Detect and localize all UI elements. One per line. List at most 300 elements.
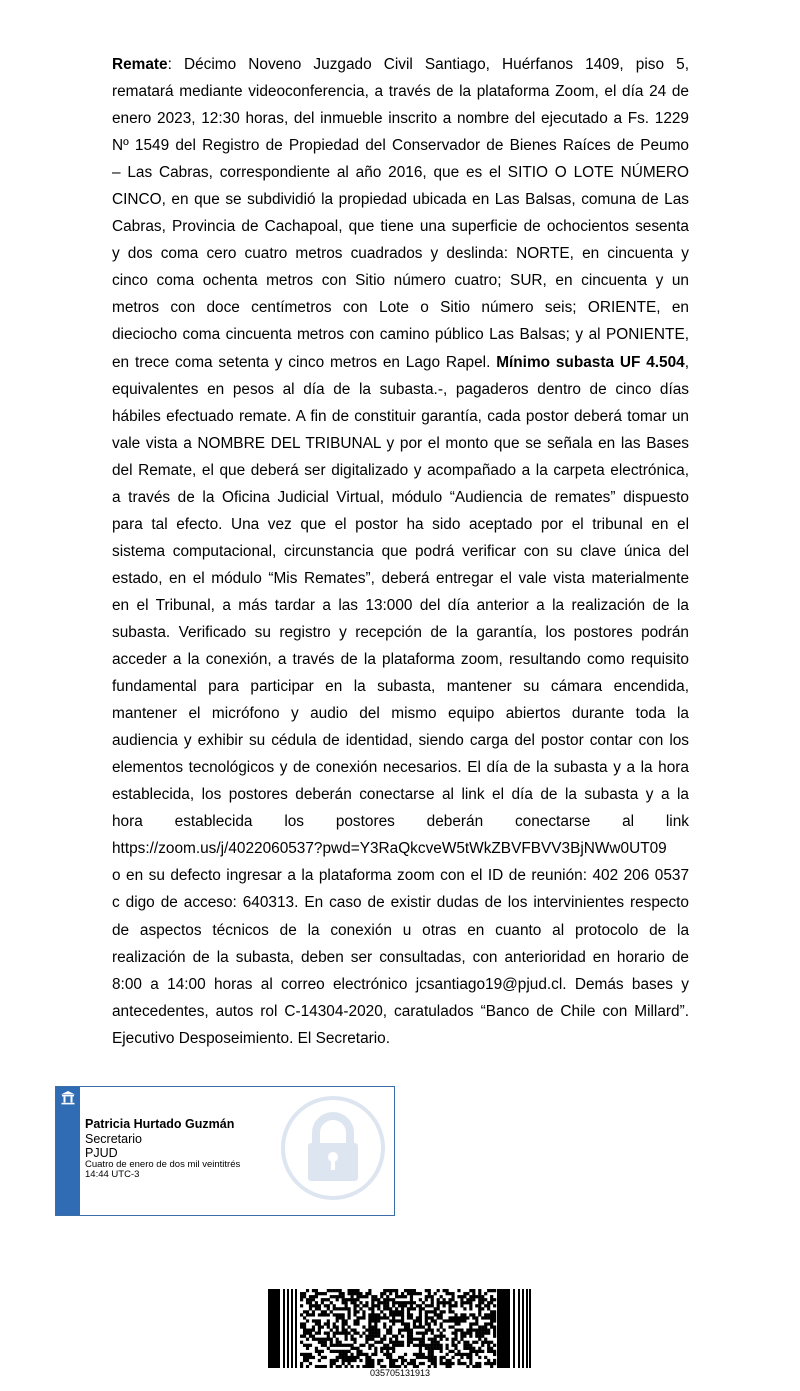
barcode-module: [359, 1344, 362, 1347]
barcode-module: [392, 1322, 395, 1325]
barcode-module: [446, 1292, 449, 1295]
barcode-module: [339, 1353, 342, 1356]
barcode-module: [359, 1295, 362, 1298]
barcode-module: [463, 1313, 466, 1316]
barcode-module: [345, 1322, 348, 1325]
barcode-module: [431, 1295, 434, 1298]
barcode-module: [460, 1295, 463, 1298]
barcode-module: [380, 1341, 383, 1344]
barcode-module: [359, 1335, 362, 1338]
barcode-module: [448, 1359, 451, 1362]
barcode-module: [300, 1322, 303, 1325]
barcode-module: [383, 1338, 386, 1341]
barcode-module: [448, 1307, 451, 1310]
barcode-module: [413, 1362, 416, 1365]
barcode-module: [356, 1304, 359, 1307]
text-line: [112, 646, 689, 673]
barcode-module: [318, 1341, 321, 1344]
barcode-module: [463, 1353, 466, 1356]
text-line: [112, 889, 689, 916]
barcode-module: [336, 1329, 339, 1332]
barcode-module: [425, 1329, 428, 1332]
barcode-module: [348, 1298, 351, 1301]
barcode-module: [353, 1341, 356, 1344]
barcode-module: [448, 1350, 451, 1353]
barcode-module: [419, 1341, 422, 1344]
barcode-module: [490, 1325, 493, 1328]
barcode-module: [368, 1335, 371, 1338]
barcode-module: [377, 1332, 380, 1335]
barcode-module: [401, 1359, 404, 1362]
barcode-module: [353, 1319, 356, 1322]
barcode-module: [377, 1307, 380, 1310]
barcode-module: [457, 1353, 460, 1356]
barcode-module: [353, 1338, 356, 1341]
barcode-module: [407, 1307, 410, 1310]
text-line: [112, 727, 689, 754]
text-line: [112, 592, 689, 619]
barcode-module: [448, 1325, 451, 1328]
barcode-module: [472, 1322, 475, 1325]
barcode-module: [371, 1362, 374, 1365]
barcode-module: [389, 1329, 392, 1332]
text-run: mantener el micrófono y audio del mismo equipo abiertos durante toda la: [112, 705, 689, 723]
barcode-module: [353, 1322, 356, 1325]
barcode-module: [315, 1332, 318, 1335]
barcode-module: [312, 1319, 315, 1322]
barcode-module: [425, 1347, 428, 1350]
barcode-module: [327, 1298, 330, 1301]
barcode-module: [333, 1350, 336, 1353]
barcode-module: [362, 1310, 365, 1313]
barcode-module: [318, 1322, 321, 1325]
text-run: subasta. Verificado su registro y recepción de la garantía, los postores podrán: [112, 623, 689, 641]
barcode-module: [380, 1310, 383, 1313]
barcode-module: [336, 1350, 339, 1353]
barcode-module: [359, 1353, 362, 1356]
barcode-module: [315, 1301, 318, 1304]
barcode-module: [493, 1316, 496, 1319]
barcode-module: [309, 1332, 312, 1335]
barcode-module: [303, 1356, 306, 1359]
barcode-module: [345, 1307, 348, 1310]
barcode-module: [484, 1322, 487, 1325]
barcode-module: [389, 1347, 392, 1350]
barcode-module: [478, 1295, 481, 1298]
barcode-module: [431, 1347, 434, 1350]
text-line: [112, 186, 689, 213]
text-run: Cabras, Provincia de Cachapoal, que tiene una superficie de ochocientos sesenta: [112, 218, 689, 236]
barcode-module: [383, 1344, 386, 1347]
text-run: estado, en el módulo “Mis Remates”, deberá entregar el vale vista materialmente: [112, 569, 689, 587]
barcode-module: [410, 1332, 413, 1335]
barcode-module: [315, 1304, 318, 1307]
barcode-module: [407, 1329, 410, 1332]
barcode-module: [472, 1316, 475, 1319]
barcode-module: [487, 1289, 490, 1292]
barcode-module: [454, 1332, 457, 1335]
text-line: [112, 511, 689, 538]
barcode-module: [318, 1353, 321, 1356]
barcode-module: [306, 1344, 309, 1347]
barcode-module: [422, 1301, 425, 1304]
barcode-module: [401, 1322, 404, 1325]
barcode-module: [350, 1347, 353, 1350]
barcode-module: [362, 1304, 365, 1307]
barcode-module: [368, 1316, 371, 1319]
barcode-module: [389, 1292, 392, 1295]
barcode-module: [407, 1301, 410, 1304]
barcode-module: [345, 1298, 348, 1301]
barcode-module: [380, 1347, 383, 1350]
barcode-module: [475, 1362, 478, 1365]
barcode-module: [404, 1325, 407, 1328]
barcode-module: [487, 1350, 490, 1353]
barcode-module: [342, 1319, 345, 1322]
barcode-module: [365, 1335, 368, 1338]
barcode-module: [413, 1322, 416, 1325]
barcode-module: [457, 1295, 460, 1298]
barcode-module: [324, 1332, 327, 1335]
barcode-module: [368, 1319, 371, 1322]
barcode-module: [413, 1344, 416, 1347]
barcode-module: [345, 1353, 348, 1356]
barcode-module: [446, 1338, 449, 1341]
barcode-module: [303, 1335, 306, 1338]
text-line: [112, 484, 689, 511]
barcode-module: [472, 1298, 475, 1301]
barcode-module: [353, 1298, 356, 1301]
barcode-module: [336, 1289, 339, 1292]
barcode-module: [368, 1289, 371, 1292]
text-run: hábiles efectuado remate. A fin de constituir garantía, cada postor deberá tomar un: [112, 407, 689, 425]
barcode-module: [324, 1292, 327, 1295]
text-line: [112, 51, 689, 78]
barcode-module: [398, 1319, 401, 1322]
barcode-module: [348, 1332, 351, 1335]
barcode-module: [327, 1319, 330, 1322]
barcode-module: [359, 1301, 362, 1304]
barcode-module: [389, 1338, 392, 1341]
barcode-module: [380, 1292, 383, 1295]
text-line: [112, 835, 689, 862]
barcode-module: [303, 1316, 306, 1319]
barcode-module: [451, 1316, 454, 1319]
barcode-module: [475, 1304, 478, 1307]
barcode-module: [422, 1353, 425, 1356]
text-run: audiencia y exhibir su cédula de identidad, siendo carga del postor contar con los: [112, 732, 689, 750]
barcode-module: [395, 1344, 398, 1347]
barcode-module: [425, 1356, 428, 1359]
text-line: [112, 132, 689, 159]
text-line: [112, 971, 689, 998]
barcode-module: [345, 1338, 348, 1341]
barcode-module: [419, 1292, 422, 1295]
barcode-module: [443, 1356, 446, 1359]
barcode-module: [446, 1353, 449, 1356]
barcode-module: [303, 1353, 306, 1356]
barcode-module: [454, 1347, 457, 1350]
barcode-module: [350, 1356, 353, 1359]
barcode-module: [389, 1313, 392, 1316]
barcode-module: [404, 1353, 407, 1356]
barcode-module: [425, 1295, 428, 1298]
barcode-module: [327, 1289, 330, 1292]
barcode-module: [312, 1356, 315, 1359]
barcode-module: [431, 1329, 434, 1332]
barcode-module: [353, 1307, 356, 1310]
barcode-module: [481, 1332, 484, 1335]
barcode-module: [407, 1332, 410, 1335]
barcode-module: [303, 1329, 306, 1332]
barcode-module: [321, 1338, 324, 1341]
barcode-module: [419, 1310, 422, 1313]
barcode-module: [315, 1295, 318, 1298]
barcode-module: [356, 1310, 359, 1313]
barcode-module: [398, 1344, 401, 1347]
barcode-module: [493, 1359, 496, 1362]
barcode-module: [353, 1329, 356, 1332]
barcode-module: [401, 1295, 404, 1298]
barcode-module: [350, 1329, 353, 1332]
barcode-module: [380, 1295, 383, 1298]
barcode-module: [481, 1350, 484, 1353]
barcode-module: [342, 1325, 345, 1328]
barcode-module: [327, 1347, 330, 1350]
barcode-start-bar: [287, 1289, 289, 1368]
barcode-module: [374, 1335, 377, 1338]
barcode-module: [440, 1356, 443, 1359]
barcode-module: [368, 1292, 371, 1295]
barcode-module: [413, 1325, 416, 1328]
barcode-module: [490, 1350, 493, 1353]
barcode-module: [356, 1332, 359, 1335]
barcode-module: [350, 1289, 353, 1292]
barcode-module: [448, 1319, 451, 1322]
barcode-module: [362, 1295, 365, 1298]
barcode-module: [428, 1350, 431, 1353]
barcode-module: [484, 1304, 487, 1307]
barcode-module: [463, 1335, 466, 1338]
text-run: del Remate, el que deberá ser digitalizado y acompañado a la carpeta electrónica,: [112, 461, 689, 479]
barcode-module: [336, 1319, 339, 1322]
barcode-module: [300, 1304, 303, 1307]
signer-name: Patricia Hurtado Guzmán: [85, 1117, 235, 1131]
barcode-module: [368, 1313, 371, 1316]
barcode-module: [327, 1313, 330, 1316]
barcode-module: [300, 1325, 303, 1328]
barcode-module: [413, 1338, 416, 1341]
barcode-module: [356, 1289, 359, 1292]
barcode-module: [342, 1350, 345, 1353]
barcode-module: [484, 1292, 487, 1295]
barcode-module: [309, 1304, 312, 1307]
barcode-module: [359, 1307, 362, 1310]
barcode-start-bar: [283, 1289, 285, 1368]
barcode-module: [416, 1304, 419, 1307]
barcode-module: [440, 1362, 443, 1365]
barcode-module: [371, 1319, 374, 1322]
barcode-module: [306, 1359, 309, 1362]
barcode-module: [431, 1338, 434, 1341]
barcode-module: [339, 1344, 342, 1347]
barcode-module: [404, 1329, 407, 1332]
barcode-module: [463, 1292, 466, 1295]
barcode-module: [463, 1295, 466, 1298]
barcode-module: [460, 1316, 463, 1319]
barcode-module: [333, 1313, 336, 1316]
text-line: [112, 403, 689, 430]
barcode-module: [457, 1359, 460, 1362]
barcode-module: [422, 1335, 425, 1338]
barcode-module: [448, 1316, 451, 1319]
pdf417-barcode: [268, 1289, 532, 1368]
barcode-module: [315, 1347, 318, 1350]
barcode-module: [336, 1307, 339, 1310]
barcode-module: [392, 1313, 395, 1316]
barcode-module: [472, 1350, 475, 1353]
barcode-module: [451, 1292, 454, 1295]
barcode-module: [309, 1362, 312, 1365]
barcode-module: [434, 1344, 437, 1347]
barcode-module: [395, 1338, 398, 1341]
barcode-module: [437, 1289, 440, 1292]
barcode-module: [324, 1338, 327, 1341]
barcode-module: [493, 1304, 496, 1307]
barcode-module: [407, 1289, 410, 1292]
barcode-module: [437, 1335, 440, 1338]
barcode-module: [368, 1338, 371, 1341]
barcode-start-bar: [268, 1289, 280, 1368]
barcode-module: [315, 1322, 318, 1325]
bold-text: Remate: [112, 56, 168, 73]
barcode-module: [324, 1356, 327, 1359]
barcode-module: [353, 1304, 356, 1307]
text-run: para tal efecto. Una vez que el postor ha sido aceptado por el tribunal en el: [112, 515, 689, 533]
barcode-module: [398, 1313, 401, 1316]
barcode-module: [318, 1307, 321, 1310]
barcode-module: [481, 1316, 484, 1319]
barcode-module: [437, 1341, 440, 1344]
barcode-module: [321, 1344, 324, 1347]
barcode-module: [463, 1319, 466, 1322]
barcode-module: [469, 1295, 472, 1298]
barcode-module: [425, 1344, 428, 1347]
barcode-module: [371, 1304, 374, 1307]
barcode-module: [309, 1344, 312, 1347]
barcode-module: [324, 1298, 327, 1301]
text-run: y dos coma cero cuatro metros cuadrados y deslinda: NORTE, en cincuenta y: [112, 245, 689, 263]
text-line: [112, 700, 689, 727]
barcode-module: [460, 1304, 463, 1307]
barcode-module: [490, 1310, 493, 1313]
barcode-module: [463, 1344, 466, 1347]
barcode-module: [371, 1338, 374, 1341]
barcode-module: [386, 1301, 389, 1304]
text-run: en trece coma setenta y cinco metros en Lago Rapel.: [112, 353, 497, 371]
barcode-module: [451, 1325, 454, 1328]
barcode-module: [371, 1335, 374, 1338]
barcode-module: [478, 1356, 481, 1359]
text-run: – Las Cabras, correspondiente al año 2016, que es el SITIO O LOTE NÚMERO: [112, 164, 689, 182]
barcode-module: [306, 1310, 309, 1313]
lock-icon: [280, 1095, 386, 1201]
barcode-module: [475, 1353, 478, 1356]
barcode-module: [380, 1316, 383, 1319]
barcode-module: [469, 1332, 472, 1335]
barcode-module: [348, 1356, 351, 1359]
barcode-module: [309, 1307, 312, 1310]
text-run: establecida, los postores deberán conectarse al link el día de la subasta y a la: [112, 786, 689, 804]
barcode-module: [469, 1356, 472, 1359]
barcode-module: [342, 1316, 345, 1319]
barcode-module: [478, 1304, 481, 1307]
barcode-module: [377, 1341, 380, 1344]
barcode-module: [416, 1353, 419, 1356]
barcode-module: [303, 1332, 306, 1335]
barcode-module: [371, 1295, 374, 1298]
barcode-module: [312, 1295, 315, 1298]
barcode-module: [365, 1329, 368, 1332]
barcode-module: [407, 1310, 410, 1313]
barcode-module: [490, 1313, 493, 1316]
barcode-module: [365, 1295, 368, 1298]
barcode-module: [451, 1298, 454, 1301]
text-run: Nº 1549 del Registro de Propiedad del Conservador de Bienes Raíces de Peumo: [112, 137, 689, 155]
barcode-module: [389, 1310, 392, 1313]
barcode-module: [324, 1304, 327, 1307]
barcode-module: [416, 1325, 419, 1328]
barcode-module: [466, 1347, 469, 1350]
barcode-module: [374, 1325, 377, 1328]
barcode-module: [454, 1329, 457, 1332]
barcode-module: [434, 1341, 437, 1344]
barcode-module: [348, 1359, 351, 1362]
text-line: [112, 457, 689, 484]
text-run: sistema computacional, circunstancia que podrá verificar con su clave única del: [112, 542, 689, 560]
barcode-module: [463, 1307, 466, 1310]
text-run: equivalentes en pesos al día de la subasta.-, pagaderos dentro de cinco días: [112, 380, 689, 398]
barcode-module: [309, 1335, 312, 1338]
barcode-module: [392, 1301, 395, 1304]
barcode-module: [410, 1335, 413, 1338]
barcode-module: [457, 1329, 460, 1332]
barcode-module: [431, 1350, 434, 1353]
barcode-module: [315, 1289, 318, 1292]
barcode-module: [422, 1344, 425, 1347]
barcode-module: [362, 1313, 365, 1316]
barcode-module: [493, 1332, 496, 1335]
barcode-module: [342, 1329, 345, 1332]
barcode-module: [484, 1329, 487, 1332]
barcode-module: [365, 1362, 368, 1365]
barcode-module: [419, 1347, 422, 1350]
barcode-module: [431, 1344, 434, 1347]
barcode-module: [484, 1316, 487, 1319]
barcode-module: [321, 1325, 324, 1328]
barcode-module: [353, 1313, 356, 1316]
text-run: fundamental para participar en la subasta, mantener su cámara encendida,: [112, 678, 689, 696]
barcode-module: [481, 1344, 484, 1347]
barcode-module: [434, 1356, 437, 1359]
text-line: [112, 808, 689, 835]
barcode-module: [469, 1289, 472, 1292]
barcode-module: [425, 1313, 428, 1316]
barcode-module: [401, 1344, 404, 1347]
text-run: o en su defecto ingresar a la plataforma zoom con el ID de reunión: 402 206 0537: [112, 867, 689, 885]
barcode-module: [460, 1313, 463, 1316]
barcode-module: [336, 1295, 339, 1298]
